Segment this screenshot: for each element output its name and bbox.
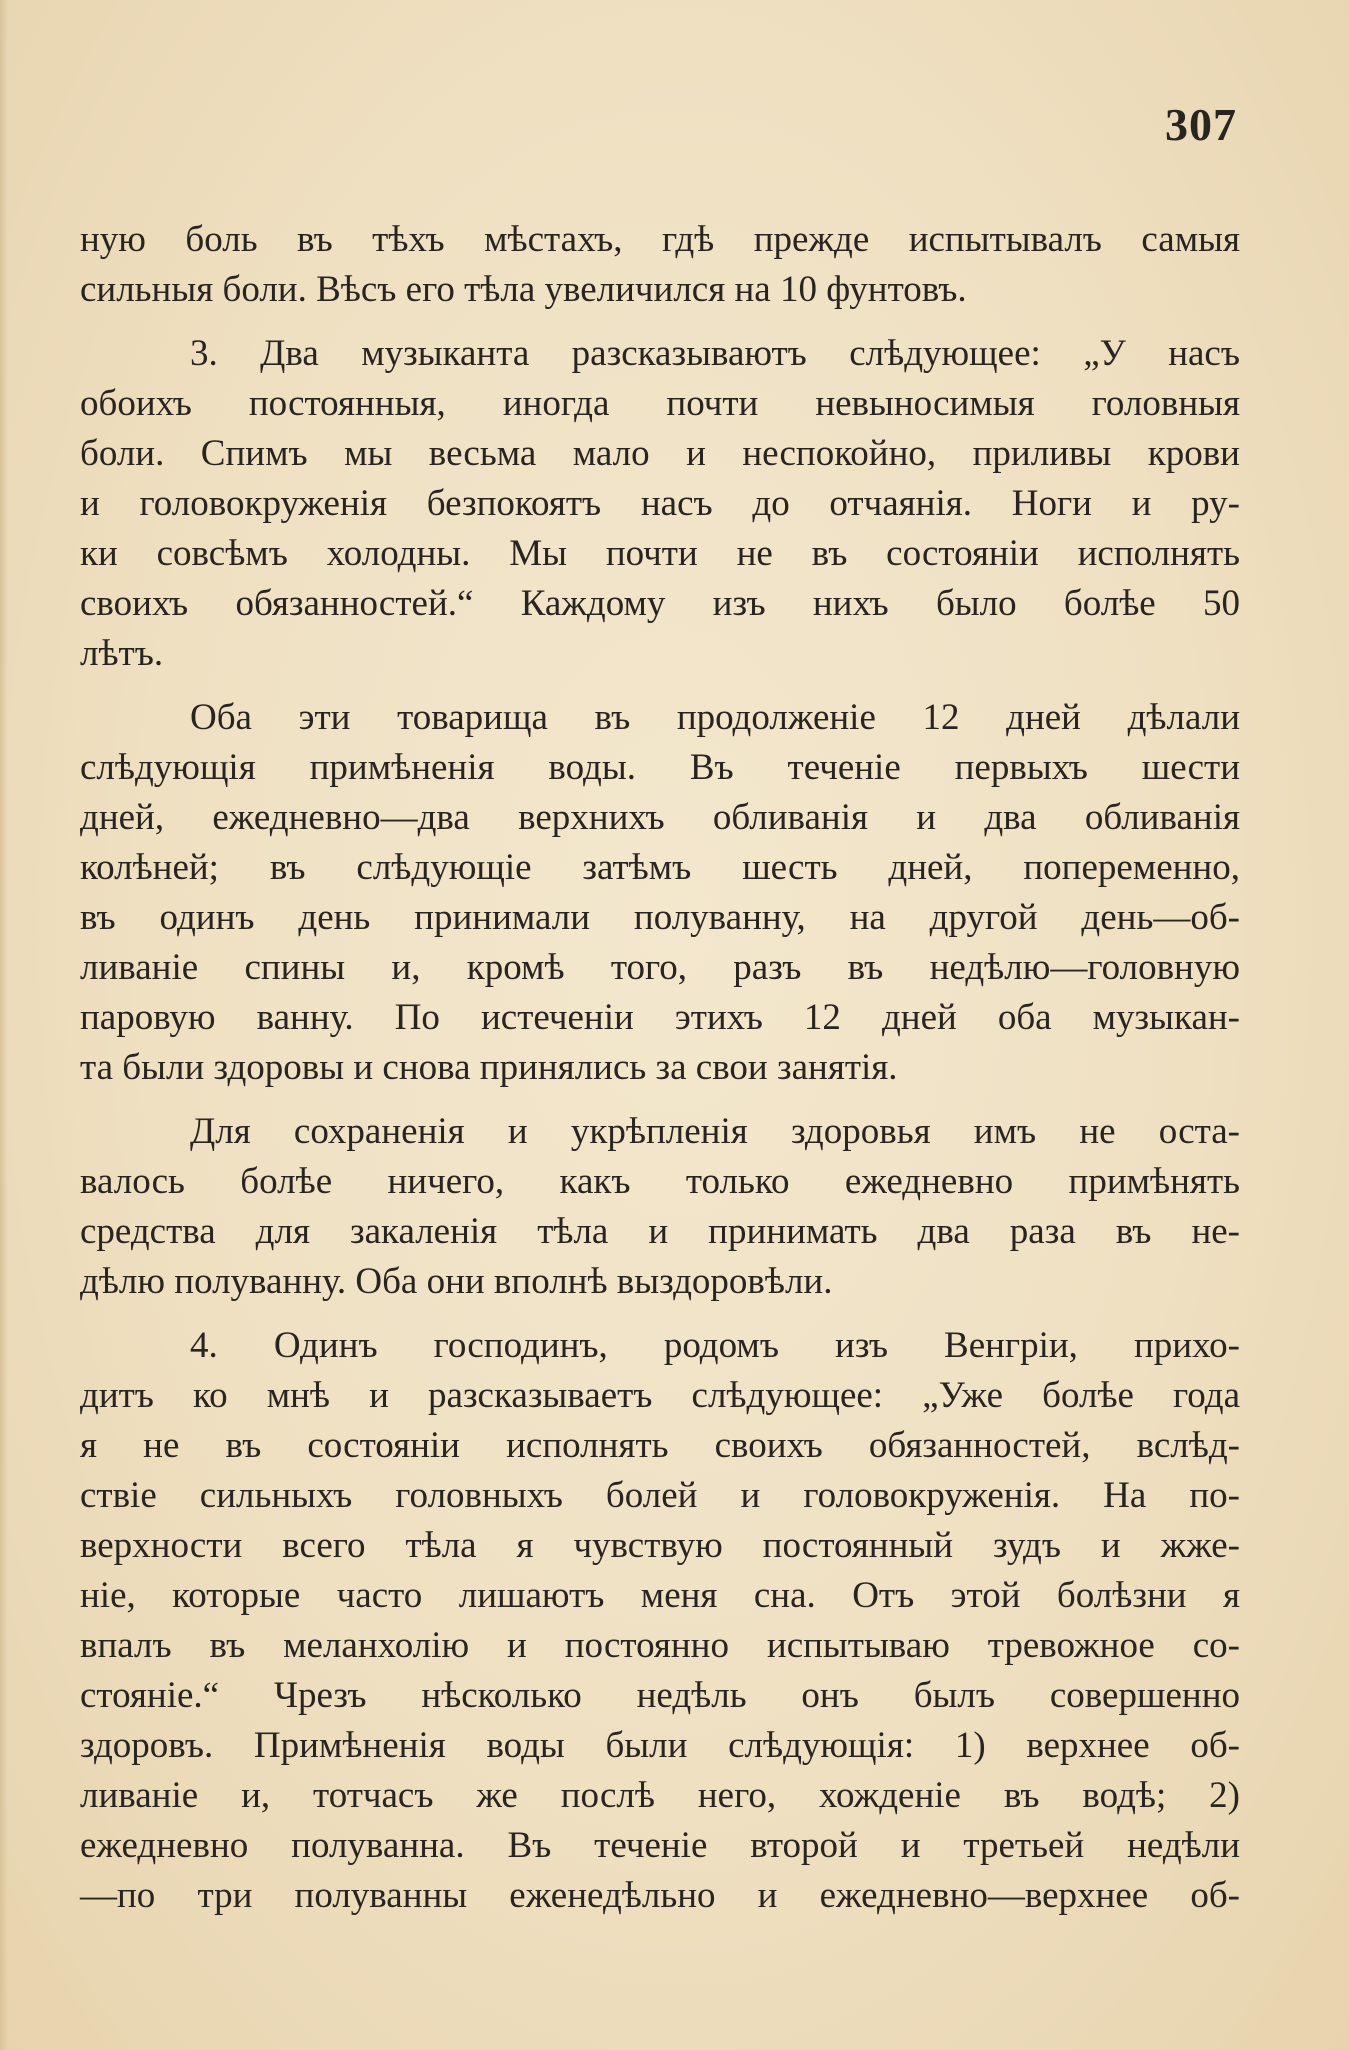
text-line: здоровъ. Примѣненія воды были слѣдующія: 1) верхнее об-: [80, 1725, 1240, 1766]
text-line: слѣдующія примѣненія воды. Въ теченіе первыхъ шести: [80, 747, 1240, 788]
text-line: ливаніе и, тотчасъ же послѣ него, хожденіе въ водѣ; 2): [80, 1775, 1240, 1816]
text-line: ствіе сильныхъ головныхъ болей и головокруженія. На по-: [80, 1475, 1240, 1516]
text-line: Для сохраненія и укрѣпленія здоровья имъ не оста-: [190, 1111, 1240, 1152]
text-line: ливаніе спины и, кромѣ того, разъ въ недѣлю—головную: [80, 947, 1240, 988]
text-line: впалъ въ меланхолію и постоянно испытываю тревожное со-: [80, 1625, 1240, 1666]
text-line: и головокруженія безпокоятъ насъ до отчаянія. Ноги и ру-: [80, 483, 1240, 524]
text-line: лѣтъ.: [80, 633, 164, 674]
text-line: ежедневно полуванна. Въ теченіе второй и третьей недѣли: [80, 1825, 1240, 1866]
text-line: валось болѣе ничего, какъ только ежедневно примѣнять: [80, 1161, 1240, 1202]
paragraph-gap: [80, 1307, 1240, 1321]
text-line: стояніе.“ Чрезъ нѣсколько недѣль онъ былъ совершенно: [80, 1675, 1240, 1716]
text-line: колѣней; въ слѣдующіе затѣмъ шесть дней, попеременно,: [80, 847, 1240, 888]
text-line: Оба эти товарища въ продолженіе 12 дней дѣлали: [190, 697, 1240, 738]
text-line: та были здоровы и снова принялись за свои занятія.: [80, 1047, 898, 1088]
text-line: обоихъ постоянныя, иногда почти невыносимыя головныя: [80, 383, 1240, 424]
text-line: ки совсѣмъ холодны. Мы почти не въ состояніи исполнять: [80, 533, 1240, 574]
text-line: 3. Два музыканта разсказываютъ слѣдующее: „У насъ: [190, 333, 1240, 374]
text-line: ніе, которые часто лишаютъ меня сна. Отъ этой болѣзни я: [80, 1575, 1240, 1616]
text-line: я не въ состояніи исполнять своихъ обязанностей, вслѣд-: [80, 1425, 1240, 1466]
paragraph-gap: [80, 679, 1240, 693]
text-line: дѣлю полуванну. Оба они вполнѣ выздоровѣли.: [80, 1261, 833, 1302]
text-line: 4. Одинъ господинъ, родомъ изъ Венгріи, прихо-: [190, 1325, 1240, 1366]
text-line: въ одинъ день принимали полуванну, на другой день—об-: [80, 897, 1240, 938]
text-line: —по три полуванны еженедѣльно и ежедневно—верхнее об-: [80, 1875, 1240, 1916]
paragraph-gap: [80, 315, 1240, 329]
text-line: дней, ежедневно—два верхнихъ обливанія и два обливанія: [80, 797, 1240, 838]
text-line: боли. Спимъ мы весьма мало и неспокойно, приливы крови: [80, 433, 1240, 474]
page-edge-shadow: [0, 0, 8, 2050]
body-text: [80, 215, 1240, 1921]
text-line: своихъ обязанностей.“ Каждому изъ нихъ было болѣе 50: [80, 583, 1240, 624]
text-line: средства для закаленія тѣла и принимать два раза въ не-: [80, 1211, 1240, 1252]
text-line: ную боль въ тѣхъ мѣстахъ, гдѣ прежде испытывалъ самыя: [80, 219, 1240, 260]
text-line: дитъ ко мнѣ и разсказываетъ слѣдующее: „Уже болѣе года: [80, 1375, 1240, 1416]
text-line: верхности всего тѣла я чувствую постоянный зудъ и жже-: [80, 1525, 1240, 1566]
paragraph-gap: [80, 1093, 1240, 1107]
text-line: сильныя боли. Вѣсъ его тѣла увеличился на 10 фунтовъ.: [80, 269, 967, 310]
page-number: 307: [1165, 99, 1237, 150]
text-line: паровую ванну. По истеченіи этихъ 12 дней оба музыкан-: [80, 997, 1240, 1038]
